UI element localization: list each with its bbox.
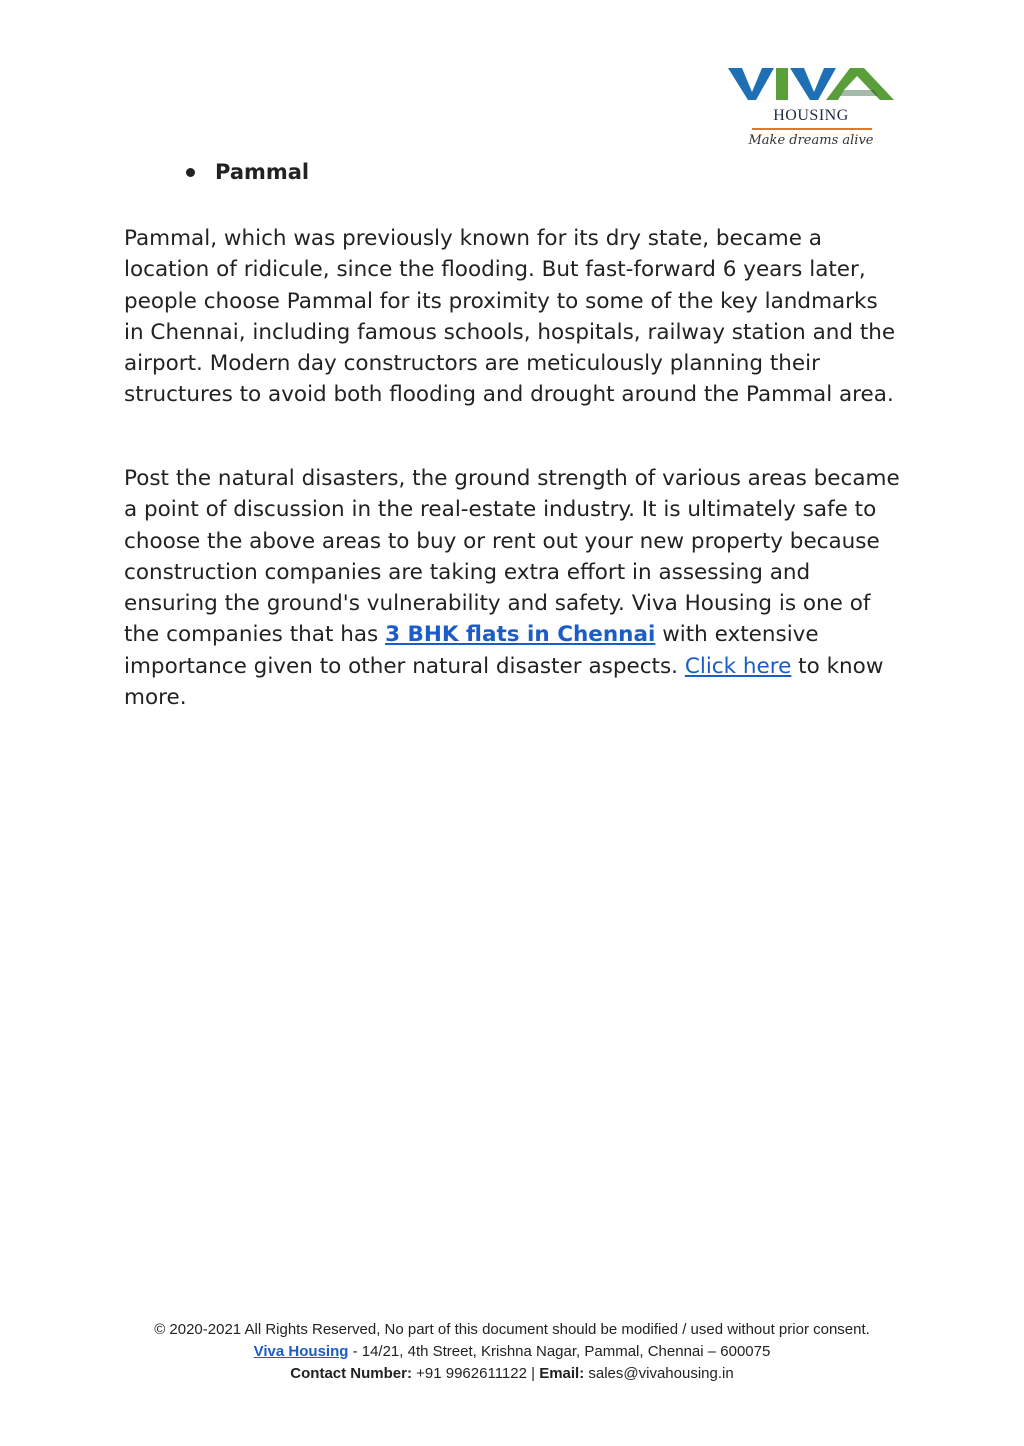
viva-housing-logo xyxy=(726,64,898,156)
paragraph-ground-strength xyxy=(124,463,904,713)
footer-company-link[interactable]: Viva Housing xyxy=(253,1343,349,1360)
logo-divider xyxy=(752,128,872,130)
logo-tagline: Make dreams alive xyxy=(748,133,874,148)
footer-copyright: © 2020-2021 All Rights Reserved, No part of this document should be modified / used without prior consent. xyxy=(154,1321,870,1338)
paragraph-pammal-intro: Pammal, which was previously known for its dry state, became a location of ridicule, since the flooding. But fast-forward 6 years later, people choose Pammal for its proximity to some of the key landmarks in Chennai, including famous schools, hospitals, railway station and the airport. Modern day constructors are meticulously planning their structures to avoid both flooding and drought around the Pammal area. xyxy=(124,226,896,408)
viva-logo-mark xyxy=(726,64,898,104)
footer-contact-label: Contact Number: xyxy=(290,1365,412,1382)
footer-contact-line xyxy=(0,1363,1024,1385)
section-bullet xyxy=(186,160,309,184)
footer-email: sales@vivahousing.in xyxy=(584,1365,734,1382)
paragraph-text: to know more. xyxy=(124,653,884,711)
footer-address-line xyxy=(0,1341,1024,1363)
bullet-icon xyxy=(186,168,195,177)
section-heading: Pammal xyxy=(215,160,310,184)
click-here-link[interactable]: Click here xyxy=(684,653,792,679)
footer-contact-number: +91 9962611122 | xyxy=(411,1365,540,1382)
footer-email-label: Email: xyxy=(539,1365,585,1382)
logo-subtitle: HOUSING xyxy=(773,107,849,124)
paragraph-text: with extensive importance given to other natural disaster aspects. xyxy=(124,622,819,679)
paragraph-text: Post the natural disasters, the ground strength of various areas became a point of discussion in the real-estate industry. It is ultimately safe to choose the above areas to buy or rent out your new property because construction companies are taking extra effort in assessing and ensuring the ground's vulnerability and safety. Viva Housing is one of the companies that has xyxy=(124,466,900,648)
3bhk-flats-link[interactable]: 3 BHK flats in Chennai xyxy=(385,622,656,648)
footer-address: - 14/21, 4th Street, Krishna Nagar, Pammal, Chennai – 600075 xyxy=(348,1343,771,1360)
page-footer xyxy=(0,1319,1024,1385)
